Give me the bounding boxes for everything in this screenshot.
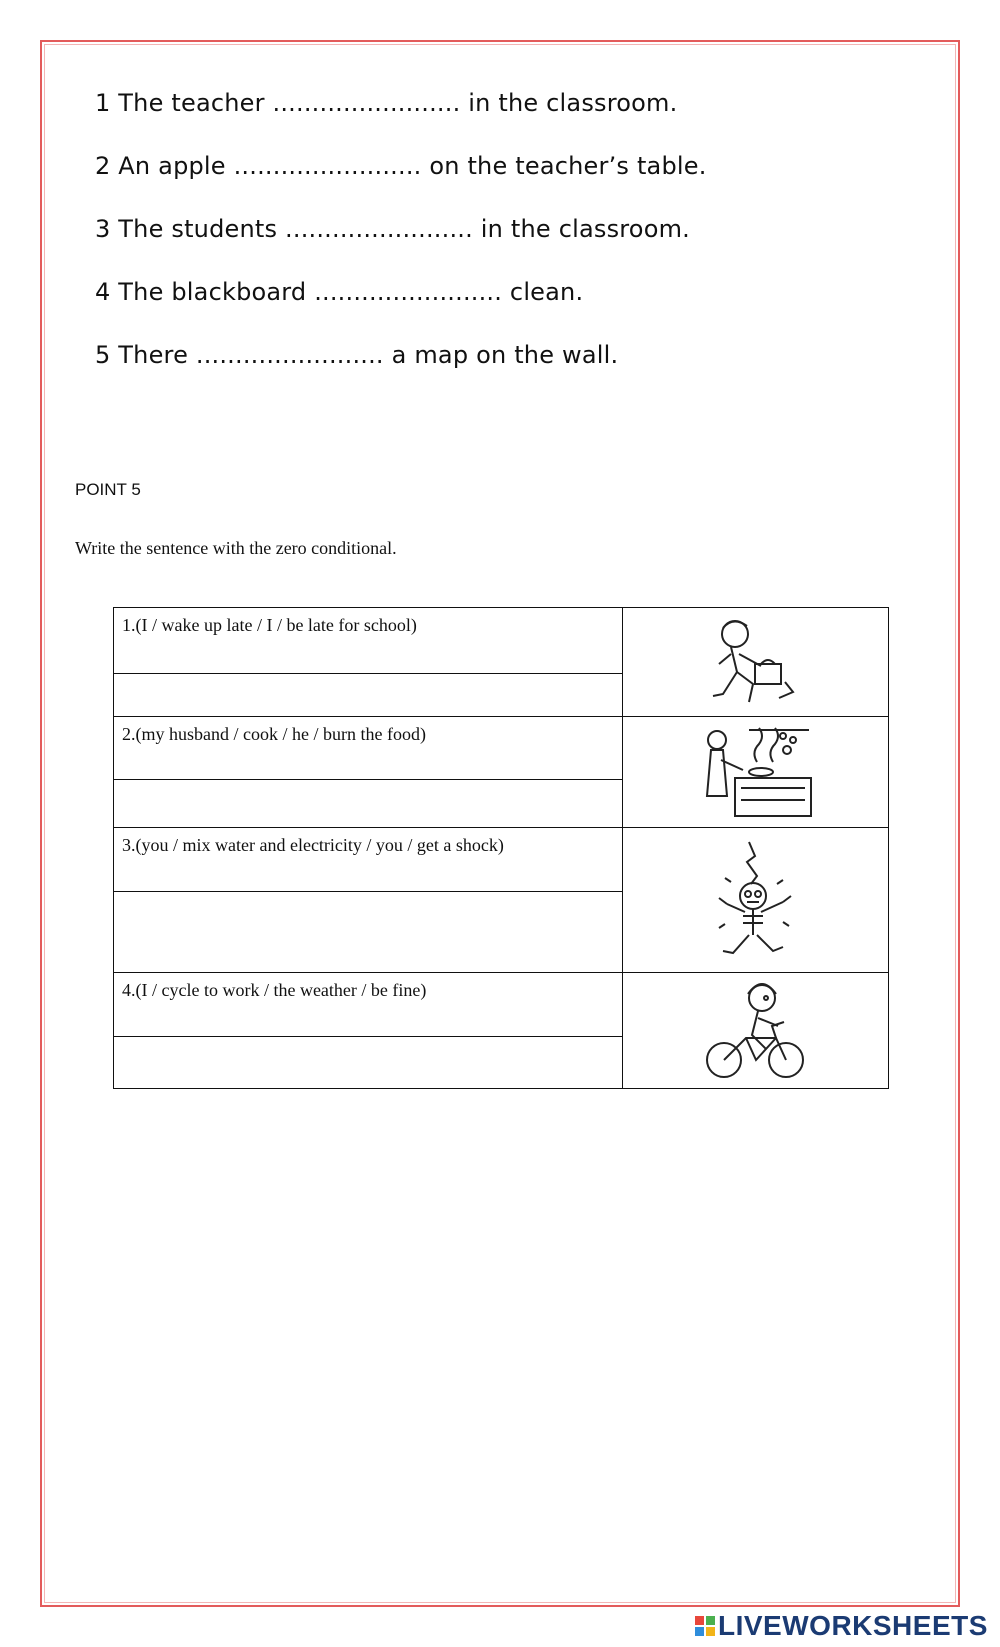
sentence-1: 1 The teacher ........................ in the classroom. bbox=[95, 89, 678, 117]
exercise-prompt-2: 2.(my husband / cook / he / burn the food) bbox=[114, 717, 623, 780]
logo-text: LIVEWORKSHEETS bbox=[718, 1610, 988, 1641]
exercise-image-cell-1 bbox=[622, 608, 888, 717]
sentence-3: 3 The students ........................ in the classroom. bbox=[95, 215, 690, 243]
exercise-prompt-3: 3.(you / mix water and electricity / you / get a shock) bbox=[114, 828, 623, 892]
exercise-answer-4[interactable] bbox=[114, 1037, 623, 1089]
exercise-prompt-4: 4.(I / cycle to work / the weather / be fine) bbox=[114, 973, 623, 1037]
exercise-prompt-1: 1.(I / wake up late / I / be late for school) bbox=[114, 608, 623, 674]
exercise-answer-2[interactable] bbox=[114, 780, 623, 828]
sentence-4: 4 The blackboard ........................ clean. bbox=[95, 278, 584, 306]
liveworksheets-logo[interactable] bbox=[695, 1610, 988, 1642]
instruction-text: Write the sentence with the zero conditional. bbox=[75, 538, 397, 558]
running-late-boy-icon bbox=[695, 612, 815, 712]
exercise-answer-1[interactable] bbox=[114, 674, 623, 717]
burning-food-cook-icon bbox=[695, 722, 815, 822]
logo-squares-icon bbox=[695, 1616, 715, 1636]
exercise-image-cell-3 bbox=[622, 828, 888, 973]
exercise-table bbox=[113, 607, 889, 1089]
electric-shock-icon bbox=[705, 838, 805, 963]
exercise-image-cell-2 bbox=[622, 717, 888, 828]
sentence-2: 2 An apple ........................ on the teacher’s table. bbox=[95, 152, 707, 180]
exercise-image-cell-4 bbox=[622, 973, 888, 1089]
fill-in-sentences bbox=[95, 88, 707, 403]
exercise-answer-3[interactable] bbox=[114, 892, 623, 973]
cyclist-icon bbox=[700, 978, 810, 1083]
sentence-5: 5 There ........................ a map on the wall. bbox=[95, 341, 619, 369]
section-title: POINT 5 bbox=[75, 480, 141, 499]
